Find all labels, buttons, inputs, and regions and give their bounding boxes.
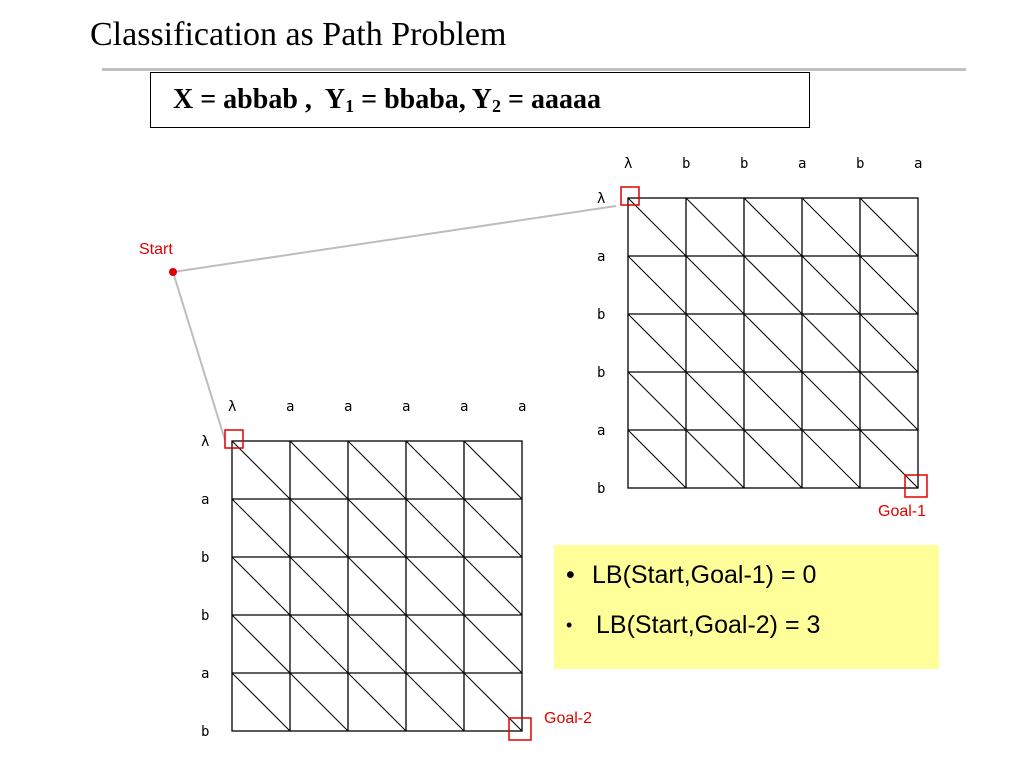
grid-diagonal — [290, 499, 348, 557]
column-label: b — [740, 156, 749, 172]
grid-diagonal — [348, 557, 406, 615]
grid-diagonal — [686, 372, 744, 430]
column-label: λ — [624, 156, 633, 172]
bullet-icon: • — [566, 615, 573, 635]
grid-diagonal — [348, 673, 406, 731]
grid-diagonal — [406, 441, 464, 499]
column-label: a — [798, 156, 807, 172]
goal-label: Goal-2 — [544, 710, 593, 727]
formula-y2: $Y_2$ = aaaaa — [471, 84, 601, 116]
lower-bound-text: LB(Start,Goal-2) = 3 — [596, 611, 821, 639]
column-label: a — [914, 156, 923, 172]
column-label: b — [856, 156, 865, 172]
start-label: Start — [139, 241, 173, 258]
column-label: a — [460, 399, 469, 415]
grid-diagonal — [686, 314, 744, 372]
lower-bound-box — [554, 545, 939, 669]
grid-diagonal — [686, 256, 744, 314]
column-label: a — [518, 399, 527, 415]
grid-diagonal — [802, 372, 860, 430]
grid-diagonal — [628, 372, 686, 430]
row-label: b — [597, 481, 606, 497]
grid-diagonal — [464, 615, 522, 673]
grid-diagonal — [232, 673, 290, 731]
grid-diagonal — [232, 615, 290, 673]
grid-diagonal — [464, 441, 522, 499]
grid-diagonal — [406, 499, 464, 557]
grid-diagonal — [348, 441, 406, 499]
grid-diagonal — [464, 673, 522, 731]
start-cell-marker — [621, 187, 639, 205]
lower-bound-item — [566, 561, 939, 611]
column-label: b — [682, 156, 691, 172]
connector-line-goal1 — [173, 206, 616, 272]
grid-diagonal — [406, 615, 464, 673]
grid-diagonal — [686, 430, 744, 488]
grid-diagonal — [290, 441, 348, 499]
grid-diagonal — [744, 372, 802, 430]
row-label: λ — [201, 434, 210, 450]
grid-diagonal — [802, 198, 860, 256]
grid-2 — [201, 399, 592, 740]
grid-diagonal — [686, 198, 744, 256]
row-label: a — [201, 492, 210, 508]
grid-diagonal — [860, 198, 918, 256]
grid-diagonal — [860, 256, 918, 314]
grid-diagonal — [860, 430, 918, 488]
grid-diagonal — [348, 615, 406, 673]
column-label: λ — [228, 399, 237, 415]
grid-diagonal — [232, 557, 290, 615]
grid-diagonal — [744, 256, 802, 314]
row-label: a — [597, 423, 606, 439]
grid-diagonal — [464, 557, 522, 615]
row-label: λ — [597, 191, 606, 207]
grid-diagonal — [348, 499, 406, 557]
row-label: b — [201, 724, 210, 740]
column-label: a — [402, 399, 411, 415]
lower-bound-text: LB(Start,Goal-1) = 0 — [592, 561, 817, 589]
start-cell-marker — [225, 430, 243, 448]
grid-diagonal — [628, 430, 686, 488]
slide-title: Classification as Path Problem — [90, 16, 507, 53]
grid-diagonal — [290, 557, 348, 615]
grid-diagonal — [290, 673, 348, 731]
grid-diagonal — [464, 499, 522, 557]
grid-diagonal — [406, 557, 464, 615]
grid-1 — [597, 156, 927, 520]
bullet-icon: • — [566, 561, 575, 589]
grid-diagonal — [232, 499, 290, 557]
grid-diagonal — [802, 314, 860, 372]
grid-diagonal — [860, 314, 918, 372]
grid-diagonal — [860, 372, 918, 430]
grid-diagonal — [744, 314, 802, 372]
formula-x: X = abbab , — [173, 84, 312, 115]
grid-diagonal — [802, 430, 860, 488]
grid-diagonal — [406, 673, 464, 731]
row-label: b — [597, 365, 606, 381]
grid-diagonal — [628, 198, 686, 256]
column-label: a — [344, 399, 353, 415]
row-label: a — [597, 249, 606, 265]
grid-diagonal — [744, 198, 802, 256]
start-node — [169, 268, 177, 276]
row-label: b — [201, 550, 210, 566]
row-label: b — [597, 307, 606, 323]
grid-diagonal — [628, 256, 686, 314]
grid-diagonal — [802, 256, 860, 314]
goal-label: Goal-1 — [878, 503, 927, 520]
grid-diagonal — [744, 430, 802, 488]
lower-bound-item — [566, 611, 939, 661]
grid-diagonal — [232, 441, 290, 499]
grid-diagonal — [628, 314, 686, 372]
column-label: a — [286, 399, 295, 415]
row-label: b — [201, 608, 210, 624]
row-label: a — [201, 666, 210, 682]
formula-y1: $Y_1$ = bbaba, — [324, 84, 466, 116]
connector-line-goal2 — [173, 272, 225, 440]
grid-diagonal — [290, 615, 348, 673]
